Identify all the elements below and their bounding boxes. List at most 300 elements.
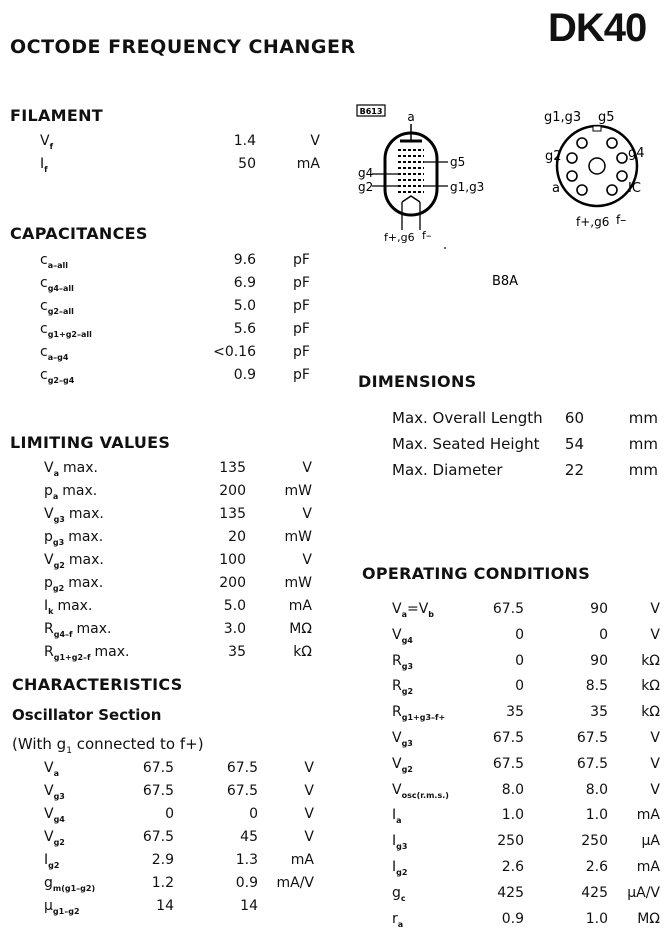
pin-circle <box>607 185 617 195</box>
table-row <box>392 678 660 700</box>
value-col2: 1.3 <box>235 852 258 868</box>
symbol-subscript: a <box>397 919 404 929</box>
table-row <box>44 875 314 897</box>
label: Max. Diameter <box>392 461 503 479</box>
unit: kΩ <box>641 678 660 695</box>
table-row <box>392 653 660 675</box>
unit: V <box>302 460 312 476</box>
symbol-subscript: a <box>396 816 402 826</box>
value: 54 <box>564 435 584 453</box>
symbol-main: V <box>392 730 402 746</box>
symbol-subscript: g4 <box>53 814 65 824</box>
symbol-subscript: g2 <box>52 583 65 593</box>
oscillator-note: (With $g_1$ connected to f+) <box>12 735 204 756</box>
pin-circle <box>567 153 577 163</box>
symbol <box>44 852 59 870</box>
symbol-main: I <box>392 859 397 875</box>
symbol-main: p <box>44 529 53 545</box>
symbol-subscript: g2 <box>401 764 413 774</box>
symbol <box>392 756 413 774</box>
unit: mA <box>636 859 660 875</box>
table-row <box>44 598 312 620</box>
unit: μA/V <box>627 884 660 901</box>
symbol <box>44 460 98 478</box>
unit: kΩ <box>641 652 660 669</box>
symbol <box>44 806 65 824</box>
value-col2: 1.0 <box>585 807 608 824</box>
table-row <box>392 807 660 829</box>
table-row <box>392 756 660 778</box>
pin-label-right1: g4 <box>628 146 645 161</box>
symbol-subscript: c <box>400 893 406 903</box>
symbol-main: R <box>44 621 54 637</box>
symbol-subscript-2: b <box>428 609 435 619</box>
unit: pF <box>293 321 310 337</box>
symbol-main: c <box>40 367 48 383</box>
symbol-suffix: max. <box>68 506 104 522</box>
unit: mA <box>636 807 660 824</box>
value-col1: 0.9 <box>501 910 524 927</box>
symbol-main: g <box>392 884 401 901</box>
value: 5.0 <box>223 598 246 614</box>
symbol-subscript: m(g1–g2) <box>52 883 96 893</box>
table-row <box>392 782 660 804</box>
table-row <box>44 829 314 851</box>
table-row <box>392 730 660 752</box>
symbol <box>392 627 413 645</box>
table-row <box>40 252 310 274</box>
symbol-suffix: max. <box>76 621 112 637</box>
symbol <box>40 156 48 174</box>
symbol <box>392 885 406 903</box>
unit: mm <box>628 435 658 453</box>
table-row <box>40 367 310 389</box>
symbol-suffix: max. <box>68 575 104 591</box>
table-row <box>392 885 660 907</box>
value: 20 <box>228 529 246 545</box>
operating-conditions-heading: OPERATING CONDITIONS <box>362 564 591 583</box>
pin-circle <box>577 138 587 148</box>
value-col1: 67.5 <box>142 829 174 845</box>
symbol-suffix: max. <box>94 644 130 660</box>
symbol-subscript: g3 <box>396 841 408 851</box>
pin-label-bottom-right: f– <box>616 213 627 227</box>
symbol-suffix: max. <box>62 483 98 499</box>
base-type-label: B8A <box>491 274 519 289</box>
unit: mA <box>290 852 314 868</box>
value-col1: 2.6 <box>501 859 524 875</box>
unit: pF <box>293 298 310 314</box>
value-col1: 0 <box>165 806 174 822</box>
symbol-subscript: g3 <box>53 514 65 524</box>
symbol-subscript: g3 <box>401 738 413 748</box>
symbol-subscript: g2 <box>53 837 65 847</box>
value-col1: 0 <box>515 652 524 669</box>
unit: pF <box>293 344 310 360</box>
symbol-suffix: max. <box>62 460 98 476</box>
pin-label-left1: g2 <box>545 149 562 164</box>
unit: V <box>650 626 660 643</box>
symbol-subscript: f <box>49 141 54 151</box>
table-row <box>44 575 312 597</box>
value: 200 <box>219 483 246 499</box>
unit: μA <box>641 833 660 850</box>
table-row <box>44 621 312 643</box>
value-col2: 8.5 <box>585 678 608 695</box>
value-col1: 1.2 <box>151 875 174 891</box>
value-col1: 8.0 <box>501 781 524 798</box>
label-f-minus: f– <box>422 229 432 242</box>
symbol-main: p <box>44 575 53 591</box>
capacitances-heading: CAPACITANCES <box>10 224 148 243</box>
unit: MΩ <box>637 910 660 927</box>
table-row <box>392 833 660 855</box>
table-row <box>40 344 310 366</box>
value-col2: 425 <box>581 884 608 901</box>
symbol <box>44 598 92 616</box>
table-row <box>44 898 314 920</box>
document-title: OCTODE FREQUENCY CHANGER <box>10 36 356 58</box>
value-col2: 8.0 <box>585 781 608 798</box>
value: 0.9 <box>233 367 256 383</box>
table-row <box>392 601 660 623</box>
symbol <box>44 529 103 547</box>
label: Max. Overall Length <box>392 409 543 427</box>
symbol-suffix: max. <box>57 598 93 614</box>
table-row <box>44 529 312 551</box>
table-row <box>392 859 660 881</box>
symbol-suffix: max. <box>68 529 104 545</box>
unit: V <box>304 783 314 799</box>
unit: V <box>650 601 660 617</box>
value: 200 <box>219 575 246 591</box>
symbol <box>44 644 129 662</box>
pin-circle <box>607 138 617 148</box>
table-row <box>392 627 660 649</box>
symbol-subscript: g4–all <box>47 283 74 293</box>
symbol-main: g <box>44 875 53 891</box>
symbol <box>392 704 445 722</box>
unit: pF <box>293 252 310 268</box>
value-col2: 0.9 <box>235 875 258 891</box>
value-col1: 2.9 <box>151 852 174 868</box>
value: 135 <box>219 460 246 476</box>
symbol-main: V <box>44 806 54 822</box>
table-row <box>44 806 314 828</box>
table-row <box>44 644 312 666</box>
value: 6.9 <box>233 275 256 291</box>
symbol-subscript: g1–g2 <box>52 906 80 916</box>
symbol-main: I <box>40 156 45 172</box>
unit: mm <box>628 409 658 427</box>
value: 35 <box>228 644 246 660</box>
table-row <box>44 852 314 874</box>
symbol-main: R <box>392 704 402 721</box>
symbol-subscript: g4 <box>401 635 413 645</box>
value-col1: 0 <box>515 678 524 695</box>
value-col1: 35 <box>506 704 524 721</box>
symbol-subscript: g1+g2–f <box>53 652 91 662</box>
table-row <box>392 409 658 431</box>
table-row <box>392 461 658 483</box>
value: 135 <box>219 506 246 522</box>
symbol-main: c <box>40 275 48 291</box>
label-f-plus: f+,g6 <box>384 231 415 244</box>
label-anode: a <box>407 110 415 124</box>
symbol-subscript: a <box>53 468 59 478</box>
symbol <box>44 621 111 639</box>
symbol <box>392 807 402 825</box>
symbol-main: I <box>44 852 49 868</box>
unit: mA <box>296 156 320 172</box>
unit: mW <box>284 575 312 591</box>
value: 50 <box>238 156 256 172</box>
pin-circle <box>567 171 577 181</box>
symbol-main: V <box>44 552 54 568</box>
value: 3.0 <box>223 621 246 637</box>
dimensions-heading: DIMENSIONS <box>358 372 477 391</box>
table-row <box>44 483 312 505</box>
symbol-subscript: k <box>48 606 54 616</box>
symbol <box>392 730 413 748</box>
symbol-subscript: g2 <box>48 860 60 870</box>
value-col2: 14 <box>240 898 258 914</box>
symbol-main: V <box>44 829 54 845</box>
symbol <box>44 575 103 593</box>
unit: mA <box>288 598 312 614</box>
value-col2: 67.5 <box>576 755 608 772</box>
value-col2: 0 <box>249 806 258 822</box>
unit: V <box>650 730 660 746</box>
unit: V <box>304 760 314 776</box>
value-col2: 250 <box>581 833 608 850</box>
symbol-main: c <box>40 321 48 337</box>
value: 1.4 <box>233 133 256 149</box>
pin-circle <box>617 153 627 163</box>
filament-heading: FILAMENT <box>10 106 104 125</box>
pin-label-bottom-left: f+,g6 <box>576 215 610 229</box>
label: Max. Seated Height <box>392 435 540 453</box>
symbol <box>44 506 104 524</box>
value-col2: 0 <box>599 626 608 643</box>
symbol-subscript: a–g4 <box>47 352 69 362</box>
value-col1: 67.5 <box>492 601 524 617</box>
symbol-main: c <box>40 344 48 360</box>
unit: mW <box>284 529 312 545</box>
table-row <box>44 552 312 574</box>
symbol <box>40 321 92 339</box>
symbol <box>44 760 59 778</box>
table-row <box>392 704 660 726</box>
symbol-subscript: f <box>44 164 48 174</box>
label-g4: g4 <box>358 166 374 180</box>
symbol-subscript: g3 <box>401 661 414 671</box>
table-row <box>44 460 312 482</box>
unit: V <box>304 806 314 822</box>
value-col2: 90 <box>590 601 608 617</box>
symbol-subscript: g2 <box>396 867 408 877</box>
symbol <box>392 678 413 696</box>
unit: pF <box>293 367 310 383</box>
unit: pF <box>293 275 310 291</box>
pin-label-top-left: g1,g3 <box>544 110 582 125</box>
pin-label-left2: a <box>552 181 560 196</box>
symbol-main: V <box>392 755 402 772</box>
value-col1: 67.5 <box>142 760 174 776</box>
symbol <box>44 875 95 893</box>
symbol <box>44 552 104 570</box>
symbol <box>44 783 65 801</box>
table-row <box>392 911 660 933</box>
symbol <box>392 782 449 800</box>
symbol-main: V <box>44 506 54 522</box>
symbol <box>392 859 407 877</box>
symbol <box>40 133 53 151</box>
value-col1: 67.5 <box>492 755 524 772</box>
value: 22 <box>564 461 584 479</box>
tube-symbol-diagram <box>350 100 669 300</box>
unit: V <box>650 755 660 772</box>
symbol-main: V <box>44 760 54 776</box>
symbol-subscript: g2 <box>401 687 414 697</box>
symbol-subscript: g2–g4 <box>47 375 75 385</box>
value-col1: 0 <box>515 626 524 643</box>
value-col2: 67.5 <box>576 730 608 746</box>
value-col1: 14 <box>156 898 174 914</box>
symbol <box>392 911 403 929</box>
value: 5.6 <box>233 321 256 337</box>
symbol-subscript: a <box>401 609 407 619</box>
unit: V <box>302 552 312 568</box>
value-col2: 35 <box>590 704 608 721</box>
table-row <box>44 760 314 782</box>
value-col1: 425 <box>497 884 524 901</box>
table-row <box>40 298 310 320</box>
model-number: DK40 <box>548 6 647 50</box>
table-row <box>44 783 314 805</box>
value-col2: 67.5 <box>226 760 258 776</box>
table-row <box>40 275 310 297</box>
symbol-main: V <box>392 781 402 798</box>
value: <0.16 <box>213 344 256 360</box>
table-row <box>40 133 320 155</box>
value-col2: 67.5 <box>226 783 258 799</box>
value-col1: 250 <box>497 833 524 850</box>
symbol-main: V <box>44 460 54 476</box>
symbol-main: r <box>392 910 398 927</box>
symbol <box>40 252 68 270</box>
symbol <box>44 483 97 501</box>
symbol <box>40 298 74 316</box>
symbol-subscript: g1+g2–all <box>47 329 92 339</box>
symbol-subscript: a–all <box>47 260 68 270</box>
pin-label-right2: IC <box>628 181 641 196</box>
symbol-subscript: g2 <box>53 560 65 570</box>
symbol-main: I <box>392 833 397 850</box>
label-g5: g5 <box>450 155 466 169</box>
unit: MΩ <box>289 621 312 637</box>
symbol-subscript: g2–all <box>47 306 74 316</box>
pin-circle <box>617 171 627 181</box>
symbol-main: R <box>392 678 402 695</box>
table-row <box>392 435 658 457</box>
table-row <box>44 506 312 528</box>
unit: kΩ <box>641 704 660 721</box>
unit: V <box>650 781 660 798</box>
symbol-main: μ <box>44 898 53 914</box>
symbol-main: I <box>44 598 49 614</box>
unit: V <box>304 829 314 845</box>
unit: mW <box>284 483 312 499</box>
unit: kΩ <box>293 644 312 660</box>
limiting-values-heading: LIMITING VALUES <box>10 433 171 452</box>
symbol-main: R <box>44 644 54 660</box>
symbol-subscript: g3 <box>52 537 65 547</box>
value-col2: 2.6 <box>585 859 608 875</box>
symbol-main: V <box>40 133 50 149</box>
value: 9.6 <box>233 252 256 268</box>
symbol-main: c <box>40 252 48 268</box>
unit: mm <box>628 461 658 479</box>
symbol <box>392 833 407 851</box>
value-col1: 67.5 <box>492 730 524 746</box>
table-row <box>40 156 320 178</box>
value-col2: 90 <box>590 652 608 669</box>
symbol-suffix: =V <box>406 601 429 617</box>
symbol <box>392 601 434 619</box>
unit: V <box>302 506 312 522</box>
symbol-main: I <box>392 807 397 824</box>
symbol <box>44 898 80 916</box>
label-g1g3: g1,g3 <box>450 180 485 194</box>
pin-label-top-right: g5 <box>598 110 615 125</box>
diagram-code: B613 <box>359 107 383 116</box>
table-row <box>40 321 310 343</box>
symbol-main: p <box>44 483 53 499</box>
symbol <box>40 367 74 385</box>
oscillator-section-heading: Oscillator Section <box>12 706 162 724</box>
symbol <box>44 829 65 847</box>
value: 100 <box>219 552 246 568</box>
symbol-suffix: max. <box>68 552 104 568</box>
symbol <box>40 275 74 293</box>
symbol-subscript: g1+g3–f+ <box>401 712 446 722</box>
symbol <box>40 344 68 362</box>
symbol-subscript: g4–f <box>53 629 73 639</box>
symbol-main: R <box>392 652 402 669</box>
characteristics-heading: CHARACTERISTICS <box>12 675 183 694</box>
symbol-subscript: osc(r.m.s.) <box>401 790 449 800</box>
base-outline <box>557 126 637 206</box>
unit: V <box>310 133 320 149</box>
symbol <box>392 653 413 671</box>
value-col1: 67.5 <box>142 783 174 799</box>
value-col2: 1.0 <box>585 910 608 927</box>
symbol-subscript: a <box>53 768 59 778</box>
unit: mA/V <box>276 875 314 891</box>
symbol-main: V <box>392 626 402 643</box>
pin-circle <box>577 185 587 195</box>
value-col1: 1.0 <box>501 807 524 824</box>
value: 5.0 <box>233 298 256 314</box>
value-col2: 45 <box>240 829 258 845</box>
symbol-main: c <box>40 298 48 314</box>
symbol-subscript: g3 <box>53 791 65 801</box>
value: 60 <box>564 409 584 427</box>
symbol-subscript: a <box>52 491 59 501</box>
label-g2: g2 <box>358 180 374 194</box>
symbol-main: V <box>44 783 54 799</box>
